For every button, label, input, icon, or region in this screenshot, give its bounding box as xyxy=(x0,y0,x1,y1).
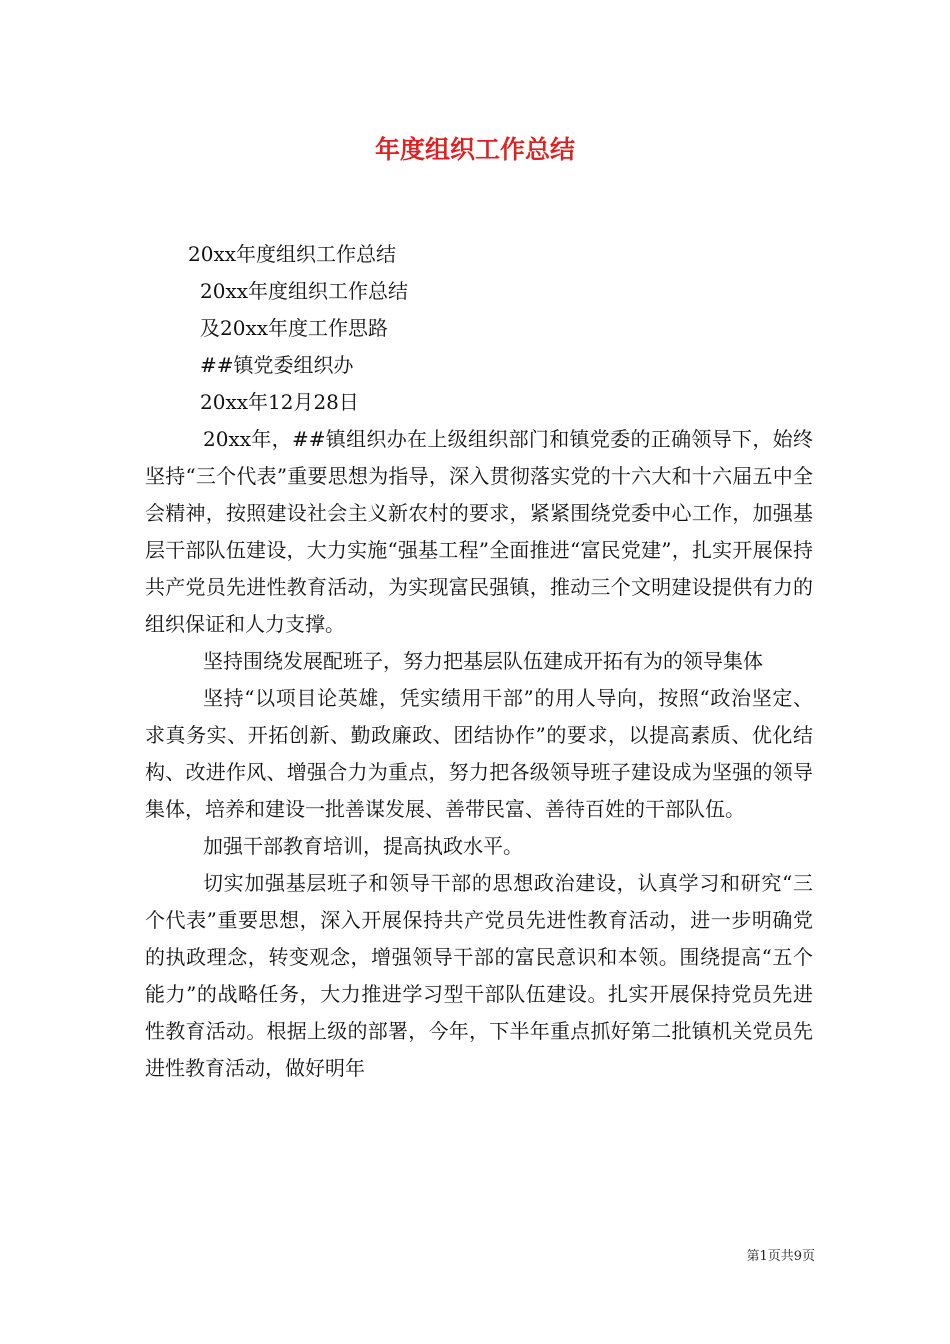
paragraph-intro: 20xx年，##镇组织办在上级组织部门和镇党委的正确领导下，始终坚持“三个代表”重要思想为指导，深入贯彻落实党的十六大和十六届五中全会精神，按照建设社会主义新农村的要求，紧紧围绕党委中心工作，加强基层干部队伍建设，大力实施“强基工程”全面推进“富民党建”，扎实开展保持共产党员先进性教育活动，为实现富民强镇，推动三个文明建设提供有力的组织保证和人力支撑。 xyxy=(145,427,813,636)
header-line-date: 20xx年12月28日 xyxy=(200,390,359,414)
page-number: 第1页共9页 xyxy=(746,1249,815,1264)
header-line-title: 20xx年度组织工作总结 xyxy=(188,242,397,266)
header-line-office: ##镇党委组织办 xyxy=(200,353,354,377)
header-line-subtitle: 20xx年度组织工作总结 xyxy=(200,279,409,303)
paragraph-cadre-policy: 坚持“以项目论英雄，凭实绩用干部”的用人导向，按照“政治坚定、求真务实、开拓创新、勤政廉政、团结协作”的要求，以提高素质、优化结构、改进作风、增强合力为重点，努力把各级领导班子建设成为坚强的领导集体，培养和建设一批善谋发展、善带民富、善待百姓的干部队伍。 xyxy=(145,686,813,821)
paragraph-heading-2: 加强干部教育培训，提高执政水平。 xyxy=(203,834,523,858)
header-line-plan: 及20xx年度工作思路 xyxy=(200,316,389,340)
paragraph-heading-1: 坚持围绕发展配班子，努力把基层队伍建成开拓有为的领导集体 xyxy=(203,649,763,673)
document-title: 年度组织工作总结 xyxy=(374,135,575,164)
paragraph-education: 切实加强基层班子和领导干部的思想政治建设，认真学习和研究“三个代表”重要思想，深入开展保持共产党员先进性教育活动，进一步明确党的执政理念，转变观念，增强领导干部的富民意识和本领。围绕提高“五个能力”的战略任务，大力推进学习型干部队伍建设。扎实开展保持党员先进性教育活动。根据上级的部署，今年，下半年重点抓好第二批镇机关党员先进性教育活动，做好明年 xyxy=(145,871,813,1080)
document-body xyxy=(145,236,813,1087)
